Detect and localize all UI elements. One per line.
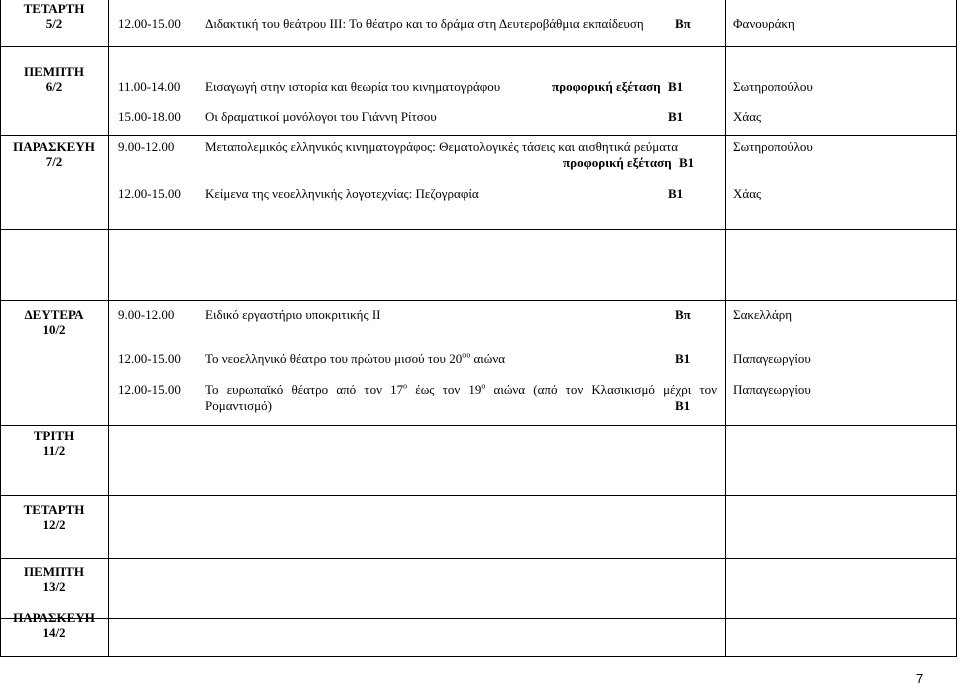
day-name: ΤΕΤΑΡΤΗ (23, 1, 85, 16)
professor-name: Χάας (733, 186, 762, 201)
day-label (0, 307, 108, 337)
day-label (0, 428, 108, 458)
row-divider (0, 46, 957, 47)
course-level: Βπ (675, 16, 691, 31)
course-word: τον (565, 382, 584, 397)
professor-name: Σωτηροπούλου (733, 79, 813, 94)
row-divider (0, 495, 957, 496)
professor-name: Παπαγεωργίου (733, 351, 811, 366)
course-word: θέατρο (291, 382, 329, 397)
professor-name: Παπαγεωργίου (733, 382, 811, 397)
day-name: ΠΑΡΑΣΚΕΥΗ (13, 610, 95, 625)
course-level: Βπ (675, 307, 691, 322)
course-word: $17^o$ (390, 381, 408, 397)
course-word: τον (699, 382, 718, 397)
day-name: ΠΕΜΠΤΗ (24, 64, 84, 79)
course-title: Ειδικό εργαστήριο υποκριτικής ΙΙ (205, 307, 381, 322)
day-date: 12/2 (42, 517, 66, 532)
course-word: Το (205, 382, 219, 397)
day-label (0, 139, 108, 169)
course-level: Β1 (668, 109, 684, 124)
course-level: Β1 (668, 79, 684, 94)
row-divider (0, 425, 957, 426)
day-label (0, 502, 108, 532)
page-number: 7 (916, 671, 924, 686)
session-time: 9.00-12.00 (118, 139, 175, 154)
professor-name: Σακελλάρη (733, 307, 793, 322)
day-date: 6/2 (45, 79, 63, 94)
course-level: Β1 (668, 186, 684, 201)
day-name: ΔΕΥΤΕΡΑ (24, 307, 84, 322)
professor-name: Σωτηροπούλου (733, 139, 813, 154)
session-time: 12.00-15.00 (118, 186, 181, 201)
day-name: ΤΕΤΑΡΤΗ (23, 502, 85, 517)
day-label (0, 610, 108, 640)
course-title-part: Το νεοελληνικό θέατρο του πρώτου μισού του 20 (205, 351, 463, 366)
course-level: Β1 (675, 351, 691, 366)
ordinal-suffix: ου (462, 350, 471, 360)
row-divider (0, 618, 957, 619)
exam-type: προφορική εξέταση (552, 79, 661, 94)
course-word: αιώνα (493, 382, 526, 397)
course-word: $19^o$ (468, 381, 486, 397)
course-level: Β1 (679, 155, 695, 170)
day-date: 7/2 (45, 154, 63, 169)
course-title (205, 351, 505, 367)
course-title: Κείμενα της νεοελληνικής λογοτεχνίας: Πεζογραφία (205, 186, 479, 201)
row-divider (0, 135, 957, 136)
day-name: ΠΕΜΠΤΗ (24, 564, 84, 579)
session-time: 12.00-15.00 (118, 382, 181, 397)
day-label (0, 64, 108, 94)
course-title: Διδακτική του θεάτρου ΙΙΙ: Το θέατρο και το δράμα στη Δευτεροβάθμια εκπαίδευση (205, 16, 644, 31)
course-word: από (336, 382, 357, 397)
course-word: έως (415, 382, 435, 397)
exam-type: προφορική εξέταση (563, 155, 672, 170)
table-border-bottom (0, 656, 957, 657)
session-time: 15.00-18.00 (118, 109, 181, 124)
row-divider (0, 300, 957, 301)
course-word: τον (364, 382, 382, 397)
course-word: (από (533, 382, 558, 397)
session-time: 9.00-12.00 (118, 307, 175, 322)
row-divider (0, 558, 957, 559)
row-divider (0, 229, 957, 230)
session-time: 12.00-15.00 (118, 351, 181, 366)
session-time: 12.00-15.00 (118, 16, 181, 31)
course-word: ευρωπαϊκό (226, 382, 284, 397)
ordinal-suffix: ο (403, 381, 408, 391)
session-time: 11.00-14.00 (118, 79, 181, 94)
day-name: ΠΑΡΑΣΚΕΥΗ (13, 139, 95, 154)
course-level: Β1 (675, 398, 691, 413)
course-title: Οι δραματικοί μονόλογοι του Γιάννη Ρίτσου (205, 109, 437, 124)
course-word: μέχρι (663, 382, 692, 397)
course-word: τον (442, 382, 461, 397)
day-date: 10/2 (42, 322, 66, 337)
course-title (205, 382, 717, 397)
day-label (0, 1, 108, 31)
course-word: Κλασικισμό (591, 382, 655, 397)
day-date: 14/2 (42, 625, 66, 640)
professor-name: Χάας (733, 109, 762, 124)
ordinal-suffix: ο (481, 381, 486, 391)
day-date: 11/2 (42, 443, 66, 458)
course-title: Εισαγωγή στην ιστορία και θεωρία του κινηματογράφου (205, 79, 501, 94)
day-name: ΤΡΙΤΗ (33, 428, 75, 443)
day-label (0, 564, 108, 594)
day-date: 5/2 (45, 16, 63, 31)
course-title-continued: Ρομαντισμό) (205, 398, 272, 413)
course-title-part: αιώνα (473, 351, 506, 366)
professor-name: Φανουράκη (733, 16, 795, 31)
day-date: 13/2 (42, 579, 66, 594)
course-title: Μεταπολεμικός ελληνικός κινηματογράφος: Θεματολογικές τάσεις και αισθητικά ρεύματα (205, 139, 679, 154)
